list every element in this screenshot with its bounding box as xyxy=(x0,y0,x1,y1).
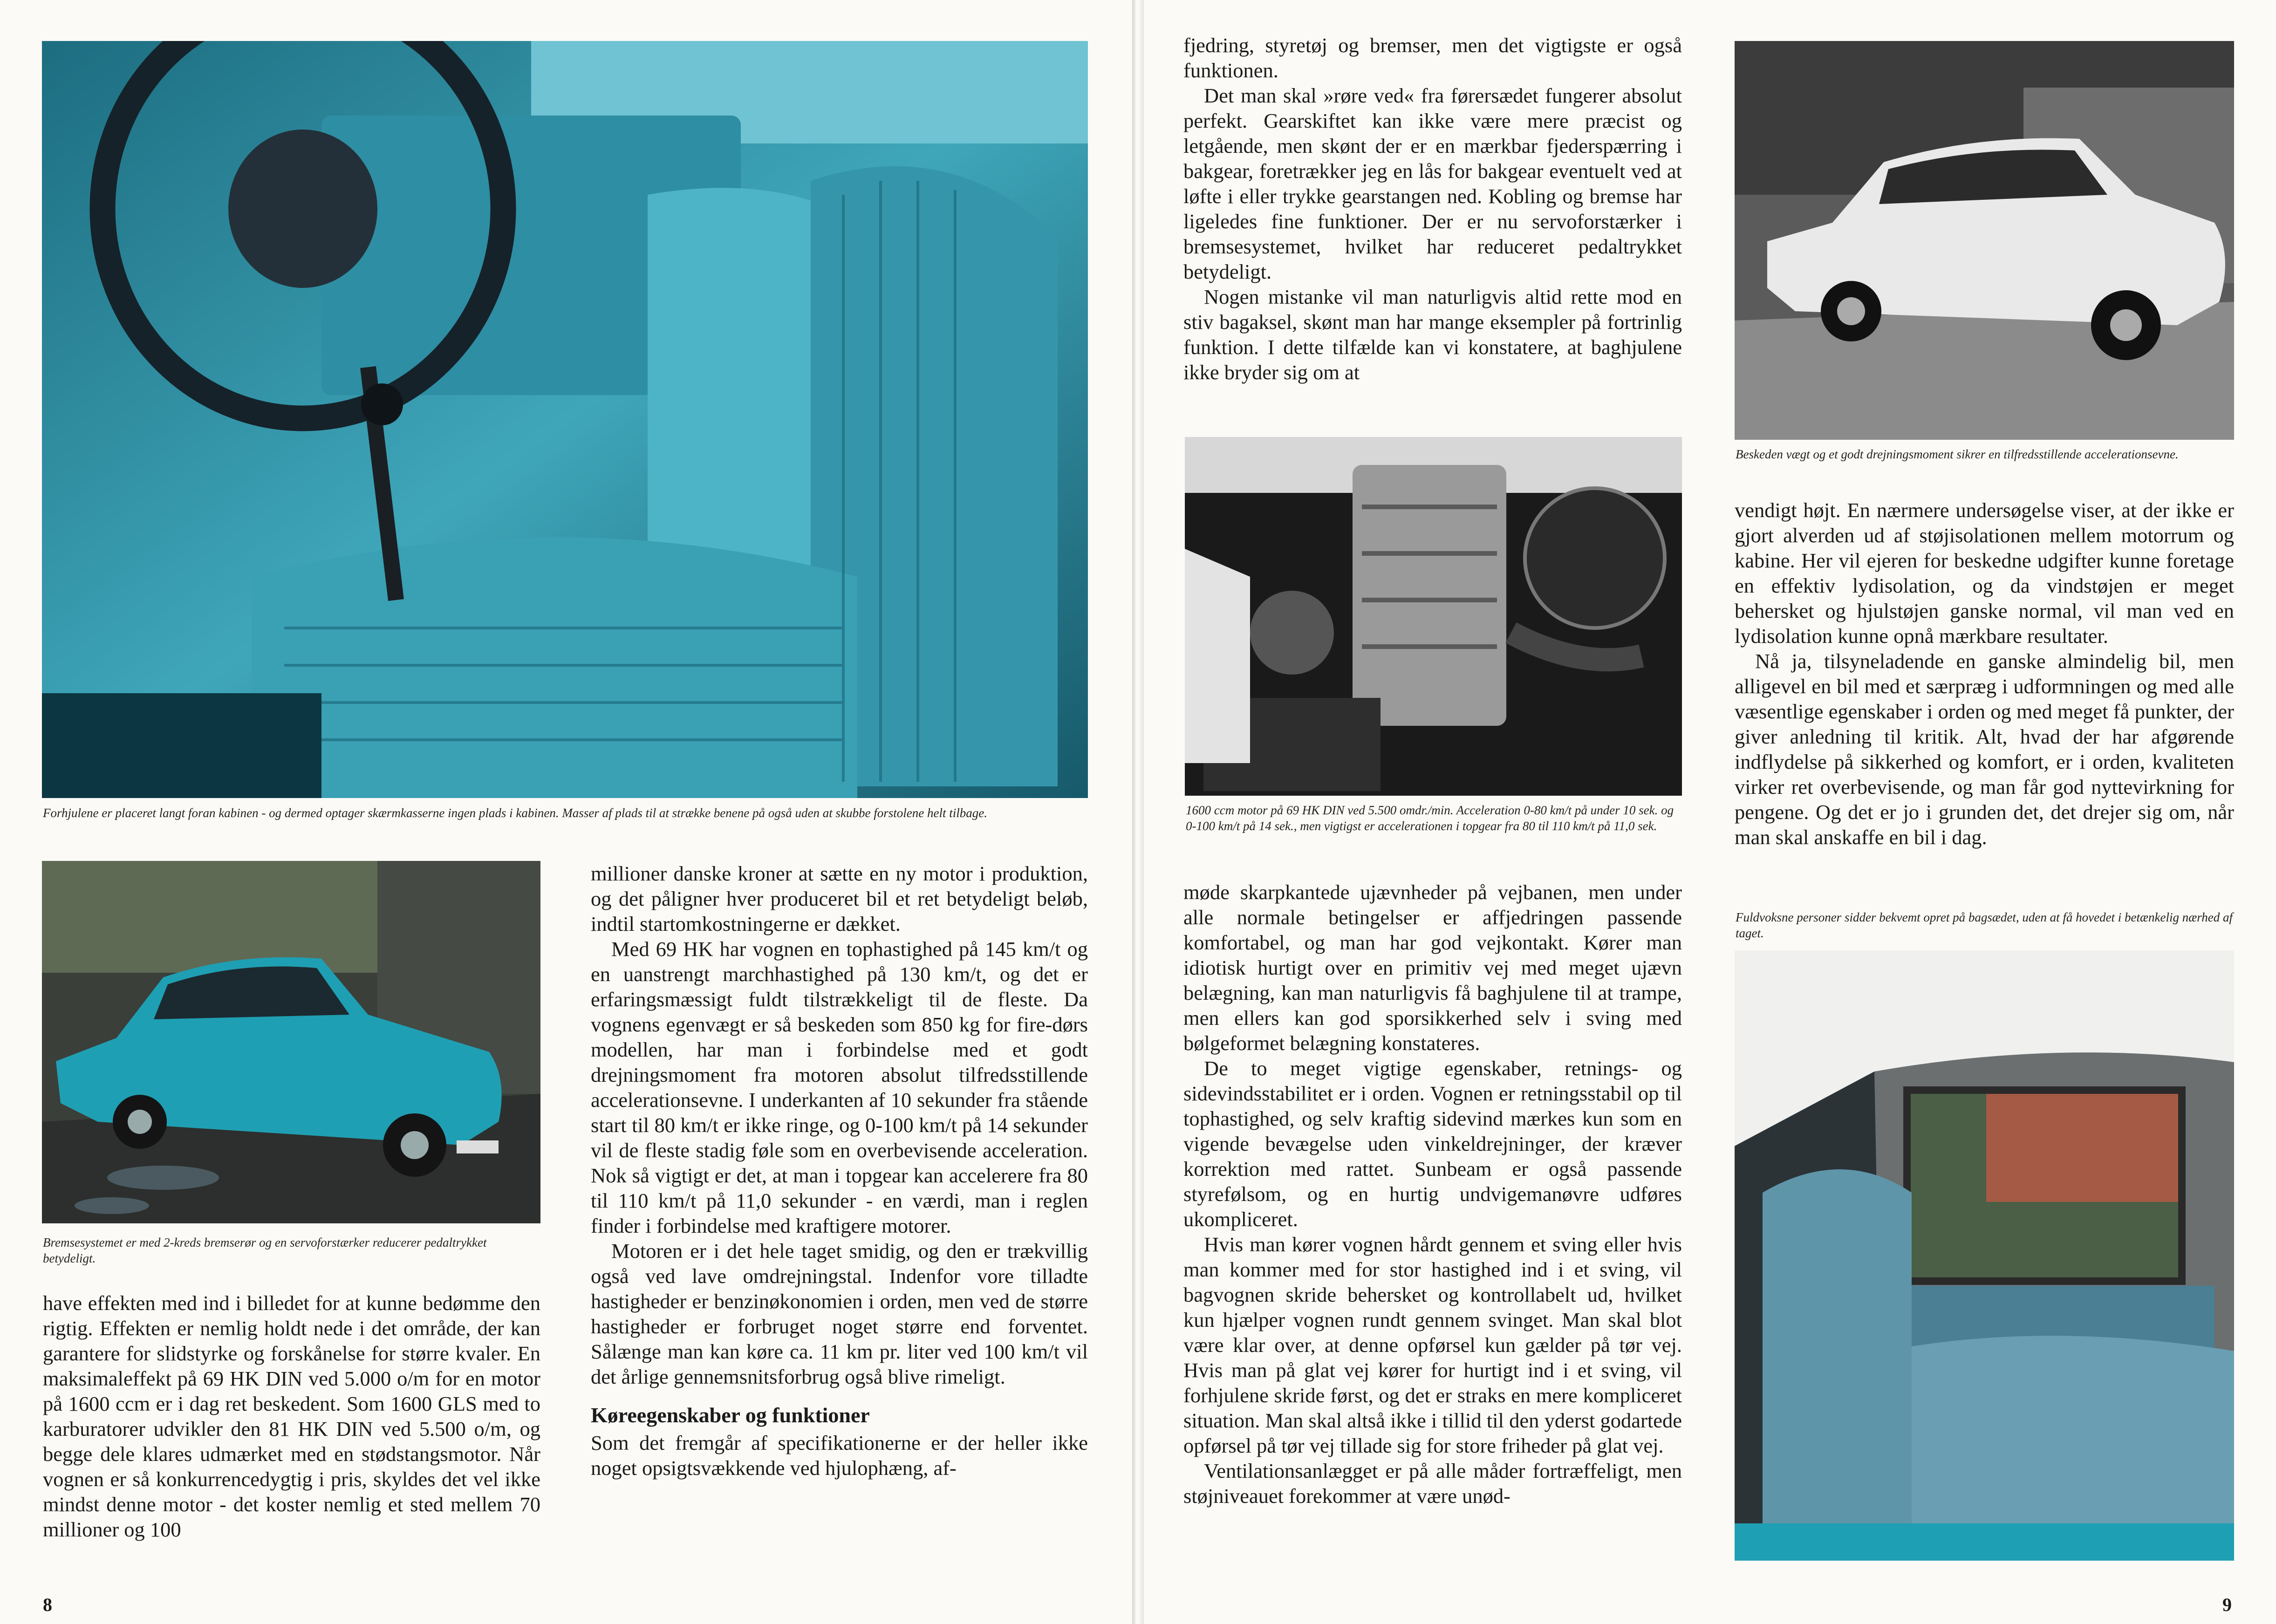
left-column-2 xyxy=(591,861,1088,1481)
white-car-caption: Beskeden vægt og et godt drejningsmoment sikrer en tilfredsstillende accelerationsevne. xyxy=(1736,447,2179,461)
paragraph: millioner danske kroner at sætte en ny motor i produktion, og det påligner hver produceret bil et ret betydeligt beløb, indtil startomkostningerne er dækket. xyxy=(591,862,1088,935)
paragraph: vendigt højt. En nærmere undersøgelse viser, at der ikke er gjort alverden ud af støjisolationen mellem motorrum og kabine. Her vil ejeren for beskedne udgifter kunne foretage en effektiv lydisolation, og da vindstøjen er meget behersket og hjulstøjen ganske normal, vil man ved en lydisolation kunne opnå mærkbare resultater. xyxy=(1735,498,2234,648)
page-number-right: 9 xyxy=(2222,1594,2232,1615)
paragraph: Hvis man kører vognen hårdt gennem et sving eller hvis man kommer med for stor hastighed ind i et sving, vil bagvognen skride behersket og kontrollabelt ud, hvilket kun hjælper vognen rundt gennem svinget. Man skal blot være klar over, at denne opførsel kun gælder på tør vej. Hvis man på glat vej kører for hurtigt ind i et sving, vil forhjulene skride først, og det er straks en mere kompliceret situation. Man skal altså ikke i tillid til den yderst godartede opførsel på tør vej tillade sig for store friheder på glat vej. xyxy=(1183,1233,1682,1457)
rear-seat-photo xyxy=(1735,950,2234,1561)
paragraph: fjedring, styretøj og bremser, men det vigtigste er også funktionen. xyxy=(1183,34,1682,82)
interior-photo xyxy=(42,41,1088,798)
paragraph: møde skarpkantede ujævnheder på vejbanen, men under alle normale betingelser er affjedringen passende komfortabel, og man har god vejkontakt. Kører man idiotisk hurtigt over en primitiv vej med meget ujævn belægning, kan man naturligvis få baghjulene til at trampe, men ellers kan god sporsikkerhed selv i sving med bølgeformet belægning konstateres. xyxy=(1183,880,1682,1055)
right-column-2 xyxy=(1735,498,2234,850)
page-number-left: 8 xyxy=(43,1594,52,1615)
blue-car-photo xyxy=(42,861,540,1223)
paragraph: Med 69 HK har vognen en tophastighed på 145 km/t og en uanstrengt marchhastighed på 130 km/t, og det er erfaringsmæssigt fuldt tilstrækkeligt til de fleste. Da vognens egenvægt er så beskeden som 850 kg for fire-dørs modellen, har man i forbindelse med et godt drejningsmoment fra motoren absolut tilfredsstillende accelerationsevne. I underkanten af 10 sekunder fra stående start til 80 km/t er ikke ringe, og 0-100 km/t på 14 sekunder vil de fleste stadig føle som en overbevisende acceleration. Nok så vigtigt er det, at man i topgear kan accelerere fra 80 til 110 km/t på 11,0 sekunder - en værdi, man i reglen finder i forbindelse med kraftigere motorer. xyxy=(591,937,1088,1237)
rear-seat-caption: Fuldvoksne personer sidder bekvemt opret på bagsædet, uden at få hovedet i betænkelig nærhed af taget. xyxy=(1736,910,2233,940)
left-page xyxy=(0,0,1132,1624)
paragraph: Som det fremgår af specifikationerne er der heller ikke noget opsigtsvækkende ved hjulophæng, af- xyxy=(591,1431,1088,1480)
paragraph: Nå ja, tilsyneladende en ganske almindelig bil, men alligevel en bil med et særpræg i udformningen og med alle væsentlige egenskaber i orden og med meget få punkter, der giver anledning til kritik. Alt, hvad der har afgørende indflydelse på sikkerhed og komfort, er i orden, kvaliteten virker ret overbevisende, og man får god nyttevirkning for pengene. Og det er jo i grunden det, det drejer sig om, når man skal anskaffe en bil i dag. xyxy=(1735,649,2234,849)
interior-caption: Forhjulene er placeret langt foran kabinen - og dermed optager skærmkasserne ingen plads i kabinen. Masser af plads til at strække benene på også uden at skubbe forstolene helt tilbage. xyxy=(43,806,987,820)
paragraph: have effekten med ind i billedet for at kunne bedømme den rigtig. Effekten er nemlig holdt nede i det område, der kan garantere for slidstyrke og forskånelse for større kvaler. En maksimaleffekt på 69 HK DIN ved 5.000 o/m for en motor på 1600 ccm er i dag ret beskedent. Som 1600 GLS med to karburatorer udvikler den 81 HK DIN ved 5.500 o/m, og begge dele klares udmærket med en stødstangsmotor. Når vognen er så konkurrencedygtig i pris, skyldes det vel ikke mindst denne motor - det koster nemlig et sted mellem 70 millioner og 100 xyxy=(43,1291,540,1541)
paragraph: De to meget vigtige egenskaber, retnings- og sidevindsstabilitet er i orden. Vognen er retningsstabil op til tophastighed, og selv kraftig sidevind mærkes kun som en vigende bevægelse uden vinkeldrejninger, der kræver korrektion med rattet. Sunbeam er også passende styrefølsom, og en hurtig undvigemanøvre udføres ukompliceret. xyxy=(1183,1057,1682,1231)
left-column-1 xyxy=(43,1290,540,1542)
page-gutter xyxy=(1132,0,1144,1624)
blue-car-caption: Bremsesystemet er med 2-kreds bremserør og en servoforstærker reducerer pedaltrykket betydeligt. xyxy=(43,1235,487,1265)
right-column-1-bottom xyxy=(1183,880,1682,1508)
paragraph: Nogen mistanke vil man naturligvis altid rette mod en stiv bagaksel, skønt man har mange eksempler på fortrinlig funktion. I dette tilfælde kan vi konstatere, at baghjulene ikke bryder sig om at xyxy=(1183,285,1682,384)
paragraph: Motoren er i det hele taget smidig, og den er trækvillig også ved lave omdrejningstal. Indenfor vore tilladte hastigheder er benzinøkonomien i orden, men ved de større hastigheder er forbruget noget større end forventet. Sålænge man kan køre ca. 11 km pr. liter ved 100 km/t vil det årlige gennemsnitsforbrug også blive rimeligt. xyxy=(591,1239,1088,1388)
engine-photo xyxy=(1185,437,1682,796)
white-car-photo xyxy=(1735,41,2234,440)
right-page xyxy=(1144,0,2276,1624)
paragraph: Ventilationsanlægget er på alle måder fortræffeligt, men støjniveauet forekommer at være unød- xyxy=(1183,1459,1682,1508)
section-heading: Køreegenskaber og funktioner xyxy=(591,1403,870,1427)
engine-caption: 1600 ccm motor på 69 HK DIN ved 5.500 omdr./min. Acceleration 0-80 km/t på under 10 sek. og 0-100 km/t på 14 sek., men vigtigst er accelerationen i topgear fra 80 til 110 km/t på 11,0 sek. xyxy=(1186,803,1674,833)
right-column-1-top xyxy=(1183,33,1682,385)
paragraph: Det man skal »røre ved« fra førersædet fungerer absolut perfekt. Gearskiftet kan ikke være mere præcist og letgående, men skønt der er en mærkbar fjederspærring i bakgear, foretrækker jeg en lås for bakgear eventuelt ved at løfte i eller trykke gearstangen ned. Kobling og bremse har ligeledes fine funktioner. Der er nu servoforstærker i bremsesystemet, hvilket har reduceret pedaltrykket betydeligt. xyxy=(1183,84,1682,283)
